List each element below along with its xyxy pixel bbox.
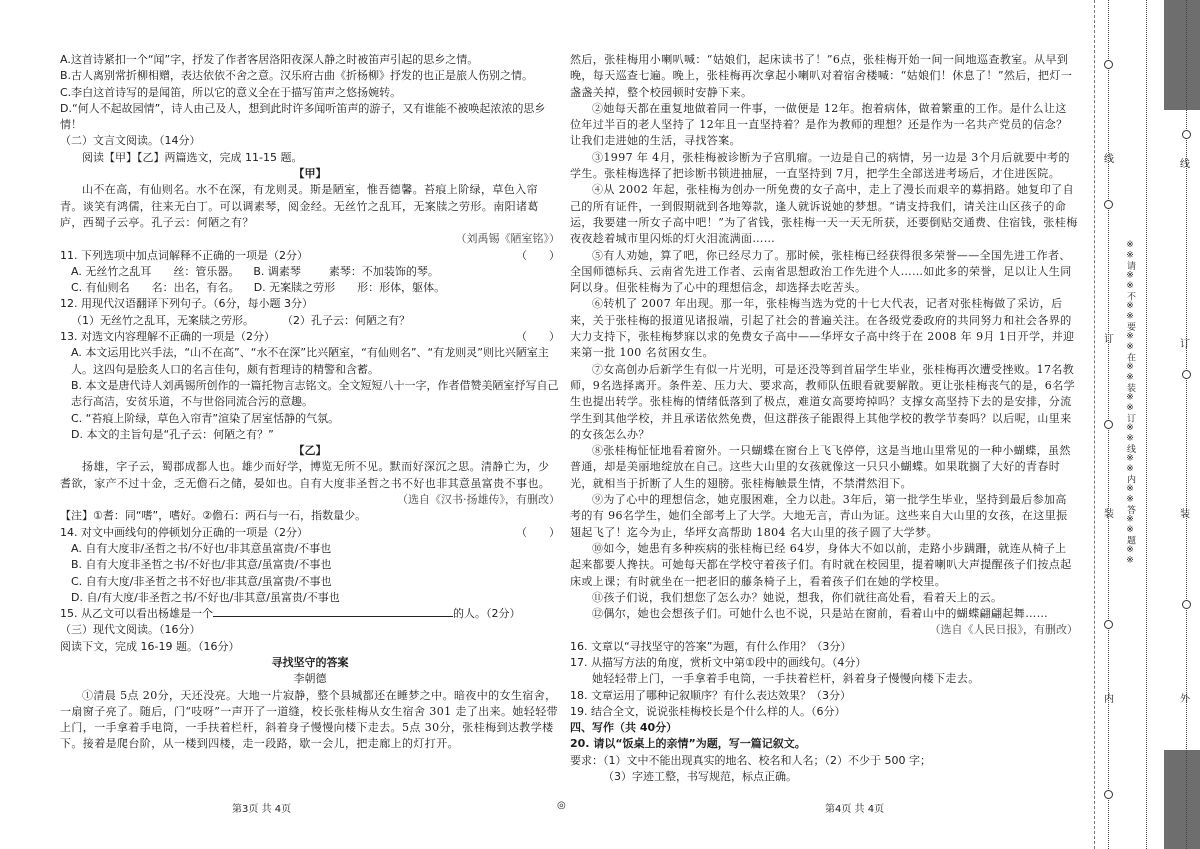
article-paragraph-7: ⑦女高创办后新学生有似一片光明，可是还没等到首届学生毕业，张桂梅再次遭受挫败。17名教师，9名选择离开。条件差、压力大、要求高，教师队伍眼看就要解散。更让张桂梅丧气的是，6名学生也提出转学。张桂梅的情绪低落到了极点，难道女高要垮掉吗？支撑女高坚持下去的是安排，分流学生到其他学校，并且承诺依然免费，但这群孩子能跟得上其他学校的教学节奏吗？以后呢，山里来的女孩怎么办？ — [570, 362, 1075, 441]
seal-line-right — [1186, 0, 1187, 849]
binding-hole-icon — [1182, 370, 1191, 379]
passage-yi-text: 扬雄，字子云，蜀郡成都人也。雄少而好学，博览无所不见。默而好深沉之思。清静亡为，少耆欲，家产不过十金，乏无儋石之储，晏如也。自有大度非圣哲之书不好也非其意虽富贵不事也。 — [60, 460, 551, 490]
requirement-3: （3）字迹工整，书写规范，标点正确。 — [603, 770, 797, 784]
q10-option-d: D.“何人不起故园情”，诗人由己及人，想到此时许多闻听笛声的游子，又有谁能不被唤起浓浓的思乡情！ — [60, 101, 546, 132]
seal-label-zhuang-outer: 装 — [1180, 509, 1190, 520]
question-14-option-a: A. 自有大度非/圣哲之书/不好也/非其意虽富贵/不事也 — [71, 541, 332, 555]
section-instruction: 阅读下文，完成 16-19 题。（16分） — [60, 639, 240, 653]
passage-yi-title: 【乙】 — [293, 444, 327, 458]
binding-hole-icon — [1182, 130, 1191, 139]
passage-jia-text: 山不在高，有仙则名。水不在深，有龙则灵。斯是陋室，惟吾德馨。苔痕上阶绿，草色入帘青。谈笑有鸿儒，往来无白丁。可以调素琴，阅金经。无丝竹之乱耳，无案牍之劳形。南阳诸葛庐，西蜀子云亭。孔子云：何陋之有？ — [60, 183, 539, 229]
option-a: A. 无丝竹之乱耳 丝：管乐器。 — [71, 264, 240, 278]
page-number-left: 第3页 共 4页 — [232, 804, 292, 815]
article-paragraph-6: ⑥转机了 2007 年出现。那一年，张桂梅当选为党的十七大代表，记者对张桂梅做了采访，后来，关于张桂梅的报道见诸报端，引起了社会的普遍关注。在各级党委政府的共同努力和社会各界的大力支持下，张桂梅梦寐以求的免费女子高中——华坪女子高中终于在 2008 年 9月 1日开学，并迎来第一批 100 名贫困女生。 — [570, 297, 1075, 360]
question-text: 14. 对文中画线句的停顿划分正确的一项是（2分） — [60, 525, 308, 539]
question-16: 16. 文章以“寻找坚守的答案”为题，有什么作用？（3分） — [570, 639, 852, 653]
requirement-1: （1）文中不能出现真实的地名、校名和人名；（2）不少于 500 字； — [603, 753, 931, 767]
question-suffix: 的人。（2分） — [453, 607, 521, 621]
right-column — [570, 52, 1078, 785]
seal-label-wai: 外 — [1180, 694, 1190, 705]
annotation-note: 【注】①耆：同“嗜”，嗜好。②儋石：两石与一石，指数量少。 — [60, 509, 367, 523]
question-14-option-c: C. 自有大度/非圣哲之书不好也/非其意/虽富贵/不事也 — [71, 574, 332, 588]
question-20: 20. 请以“饭桌上的亲情”为题，写一篇记叙文。 — [570, 737, 806, 751]
question-13-option-b: B. 本文是唐代诗人刘禹锡所创作的一篇托物言志铭文。全文短短八十一字，作者借赞美陋室抒写自己志行高洁，安贫乐道，不与世俗同流合污的意趣。 — [71, 378, 559, 409]
article-paragraph-9: ⑨为了心中的理想信念，她克服困难，全力以赴。3年后，第一批学生毕业，坚持到最后参加高考的有 96名学生，她们全部考上了大学。大地无言，青山为证。这些来自大山里的女孩，在这里振翅起飞了！迄今为止，华坪女高帮助 1804 名大山里的孩子圆了大学梦。 — [570, 493, 1068, 539]
article-paragraph-3: ③1997 年 4月，张桂梅被诊断为子宫肌瘤。一边是自己的病情，另一边是 3个月后就要中考的学生。张桂梅选择了把诊断书锁进抽屉，一直坚持到 7月，把学生全部送进考场后，才住进医院。 — [570, 150, 1070, 181]
question-13-option-c: C. “苔痕上阶绿，草色入帘青”渲染了居室恬静的气氛。 — [71, 411, 340, 425]
binding-hole-icon — [1104, 620, 1113, 629]
center-mark: ◎ — [557, 800, 566, 811]
gray-band-bottom — [1164, 750, 1200, 849]
passage-jia-source: （刘禹锡《陋室铭》） — [455, 232, 560, 246]
seal-label-ding: 订 — [1104, 334, 1114, 345]
answer-bracket: （ ） — [516, 525, 560, 539]
option-d: D. 无案牍之劳形 形：形体，躯体。 — [253, 281, 446, 295]
seal-label-nei: 内 — [1104, 694, 1114, 705]
answer-bracket: （ ） — [516, 330, 560, 344]
article-paragraph-11: ⑪孩子们说，我们想您了怎么办？她说，想我，你们就往高处看，看着天上的云。 — [592, 590, 1003, 604]
article-paragraph-5: ⑤有人劝她，算了吧，你已经尽力了。那时候，张桂梅已经获得很多荣誉——全国先进工作者、全国师德标兵、云南省先进工作者、云南省思想政治工作先进个人……如此多的荣誉，足以让人生同阿以身。但张桂梅为了心中的理想信念，却选择去吃苦头。 — [570, 248, 1072, 295]
question-17-quote: 她轻轻带上门，一手拿着手电筒，一手扶着栏杆，斜着身子慢慢向楼下走去。 — [592, 672, 980, 686]
question-12: 12. 用现代汉语翻译下列句子。（6分，每小题 3分） — [60, 297, 313, 311]
question-text: 11. 下列选项中加点词解释不正确的一项是（2分） — [60, 248, 308, 262]
question-text: 15. 从乙文可以看出杨雄是一个 — [60, 607, 213, 621]
seal-label-line-outer: 线 — [1180, 159, 1190, 170]
question-19: 19. 结合全文，说说张桂梅校长是个什么样的人。（6分） — [570, 704, 846, 718]
left-column — [60, 52, 560, 753]
article-paragraph-8: ⑧张桂梅怔怔地看着窗外。一只蝴蝶在窗台上飞飞停停，这是当地山里常见的一种小蝴蝶，虽然普通，却是美丽地绽放在自己。这些大山里的女孩就像这一只只小蝴蝶。如果耽搁了大好的青春时光，就相当于折断了人生的翅膀。张桂梅触景生情，不禁潸然泪下。 — [570, 444, 1071, 490]
seal-line-outer — [1146, 0, 1147, 849]
item-1: （1）无丝竹之乱耳，无案牍之劳形。 — [71, 313, 254, 327]
article-paragraph-1: ①清晨 5点 20分，天还没亮。大地一片寂静，整个县城都还在睡梦之中。暗夜中的女生宿舍，一扇窗子亮了。随后，门“吱呀”一声开了一道缝，校长张桂梅从女生宿舍 301 走了出来。她轻轻带上门，一手拿着手电筒，一手扶着栏杆，斜着身子慢慢向楼下走去。5点 30分，张桂梅到达教学楼下。接着是爬台阶，从一楼到四楼，走一段路，歇一会儿，把走廊上的灯打开。 — [60, 688, 559, 751]
answer-blank[interactable] — [213, 606, 453, 617]
gray-band-top — [1164, 0, 1200, 110]
binding-hole-icon — [1104, 420, 1113, 429]
article-paragraph-10: ⑩如今，她患有多种疾病的张桂梅已经 64岁，身体大不如以前，走路小步蹒跚，就连从椅子上起来都要人搀扶。可她每天都在学校守着孩子们。有时就在校园里，提着喇叭大声提醒孩子们按点起床或上课；有时就坐在一把老旧的藤条椅子上，看着孩子们在她的学校里。 — [570, 541, 1072, 588]
question-11-options-ab — [60, 264, 560, 280]
requirements-line-1 — [570, 753, 1078, 769]
question-14 — [60, 525, 560, 541]
item-2: （2）孔子云：何陋之有？ — [281, 313, 410, 327]
question-18: 18. 文章运用了哪种记叙顺序？有什么表达效果？（3分） — [570, 688, 851, 702]
article-author: 李朝德 — [293, 672, 327, 686]
question-13-option-a: A. 本文运用比兴手法，“山不在高”、“水不在深”比兴陋室，“有仙则名”、“有龙则灵”则比兴陋室主人。这四句是脍炙人口的名言佳句，颇有哲理诗的精警和含蓄。 — [71, 346, 549, 376]
question-13 — [60, 329, 560, 345]
article-title: 寻找坚守的答案 — [271, 655, 349, 669]
q10-option-c: C.李白这首诗写的是闻笛，所以它的意义全在于描写笛声之悠扬婉转。 — [60, 85, 402, 99]
requirements-label: 要求： — [570, 753, 603, 767]
option-c: C. 有仙则名 名：出名，有名。 — [71, 281, 240, 295]
binding-hole-icon — [1104, 790, 1113, 799]
article-source: （选自《人民日报》，有删改） — [929, 623, 1078, 637]
q10-option-b: B.古人离别常折柳相赠，表达依依不舍之意。汉乐府古曲《折杨柳》抒发的也正是旅人伤别之情。 — [60, 69, 534, 83]
question-14-option-d: D. 自/有大度/非圣哲之书/不好也/非其意/虽富贵/不事也 — [71, 590, 340, 604]
seal-label-ding-outer: 订 — [1180, 339, 1190, 350]
article-paragraph-4: ④从 2002 年起，张桂梅为创办一所免费的女子高中，走上了漫长而艰辛的募捐路。她复印了自己的所有证件，一到假期就到各地筹款，逢人就诉说她的梦想。“请支持我们，请关注山区孩子的命运，我要建一所女子高中吧！”为了省钱，张桂梅一天一天无所获，还要倒贴交通费、住宿钱，张桂梅夜夜趁着城市里闪烁的灯火泪流满面…… — [570, 183, 1078, 246]
question-13-option-d: D. 本文的主旨句是“孔子云：何陋之有？” — [71, 427, 274, 441]
question-11-options-cd — [60, 280, 560, 296]
option-b: B. 调素琴 — [253, 264, 301, 278]
binding-hole-icon — [1104, 60, 1113, 69]
passage-jia-title: 【甲】 — [293, 167, 327, 181]
answer-bracket: （ ） — [516, 248, 560, 262]
section-instruction: 阅读【甲】【乙】两篇选文，完成 11-15 题。 — [82, 150, 303, 164]
question-15 — [60, 606, 560, 622]
passage-yi-source: （选自《汉书·扬雄传》，有删改） — [397, 493, 560, 507]
q10-option-a: A.这首诗紧扣一个“闻”字，抒发了作者客居洛阳夜深人静之时被笛声引起的思乡之情。 — [60, 53, 479, 66]
section-heading: （三）现代文阅读。（16分） — [60, 623, 201, 637]
seal-label-zhuang: 装 — [1104, 509, 1114, 520]
article-paragraph-2: ②她每天都在重复地做着同一件事，一做便是 12年。抱着病体，做着繁重的工作。是什么让这位年过半百的老人坚持了 12年且一直坚持着？是作为教师的理想？还是作为一名共产党员的信念？让我们走进她的生活，寻找答案。 — [570, 101, 1068, 148]
article-paragraph-1-cont: 然后，张桂梅用小喇叭喊：“姑娘们，起床读书了！”6点，张桂梅开始一间一间地巡查教室。从早到晚，每天巡查七遍。晚上，张桂梅再次拿起小喇叭对着宿舍楼喊：“姑娘们！休息了！”然后，把灯一盏盏关掉，整个校园顿时安静下来。 — [570, 53, 1073, 99]
option-b-gloss: 素琴：不加装饰的琴。 — [328, 264, 439, 278]
question-12-items — [60, 313, 560, 329]
no-answer-warning: ※※请※※不※※要※※在※※装※※订※※线※※内※※答※※题※※ — [1125, 240, 1135, 566]
question-text: 13. 对选文内容理解不正确的一项是（2分） — [60, 330, 275, 344]
question-11 — [60, 248, 560, 264]
binding-hole-icon — [1182, 600, 1191, 609]
seal-label-line: 线 — [1104, 154, 1114, 165]
binding-margin — [1088, 0, 1200, 849]
binding-hole-icon — [1104, 200, 1113, 209]
cut-line — [1094, 0, 1095, 849]
question-14-option-b: B. 自有大度非圣哲之书/不好也/非其意/虽富贵/不事也 — [71, 558, 332, 572]
article-paragraph-12: ⑫偶尔，她也会想孩子们。可她什么也不说，只是站在窗前，看着山中的蝴蝶翩翩起舞…… — [592, 607, 1048, 621]
page-number-right: 第4页 共 4页 — [825, 804, 885, 815]
question-17: 17. 从描写方法的角度，赏析文中第①段中的画线句。（4分） — [570, 655, 867, 669]
section-writing-heading: 四、写作（共 40分） — [570, 721, 678, 735]
section-heading: （二）文言文阅读。（14分） — [60, 134, 201, 148]
